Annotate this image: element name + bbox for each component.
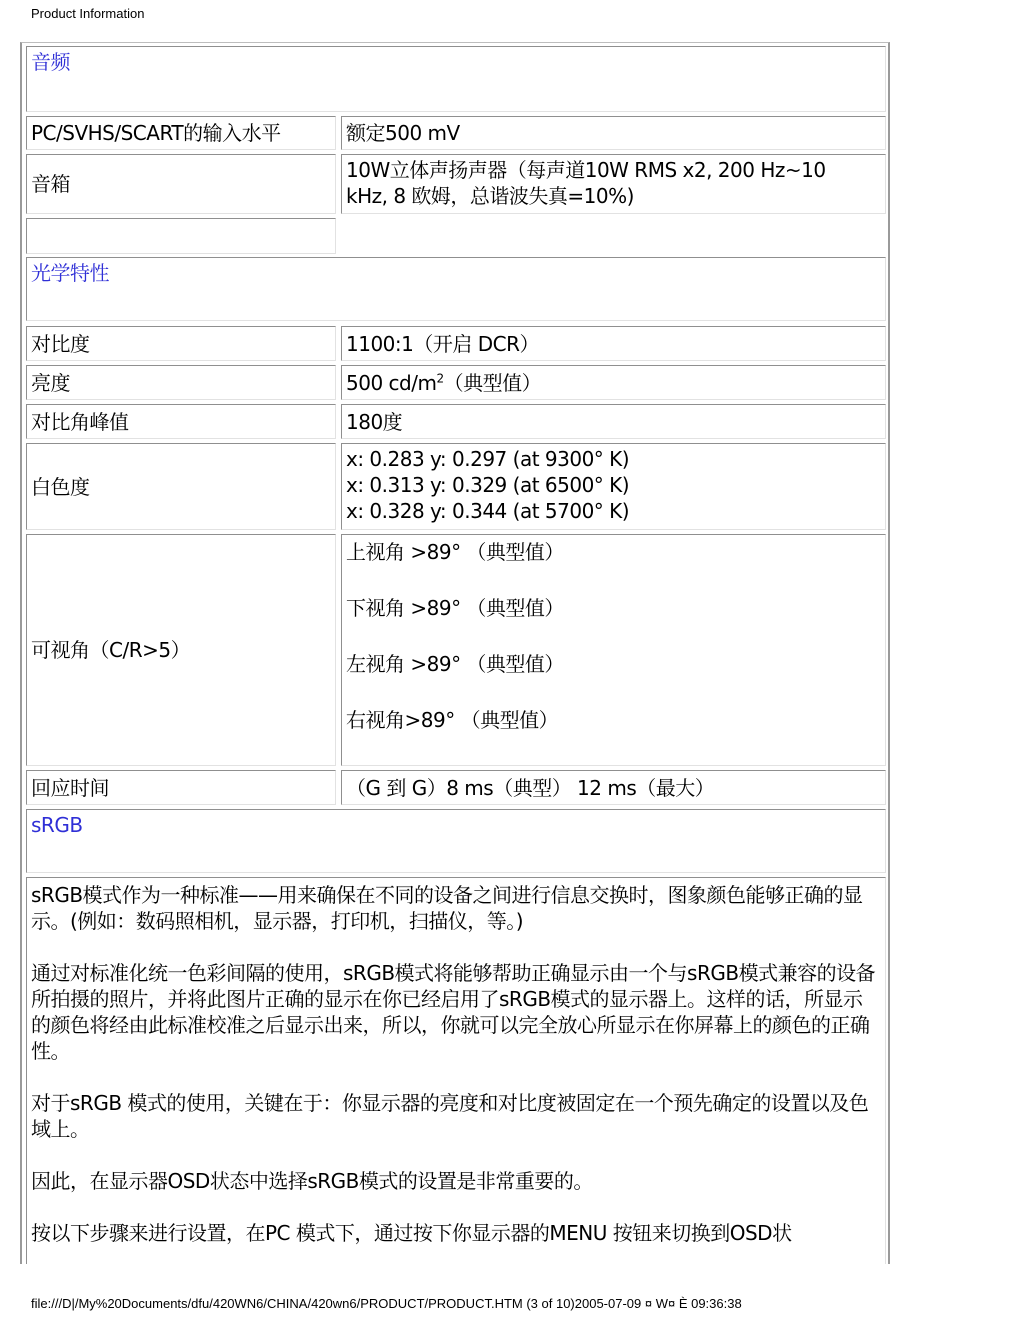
section-srgb-title — [26, 809, 886, 873]
srgb-paragraph-5: 按以下步骤来进行设置，在PC 模式下，通过按下你显示器的MENU 按钮来切换到OSD状 — [31, 1221, 792, 1245]
contrast-label: 对比度 — [31, 331, 90, 356]
view-angle-up: 上视角 >89° （典型值） — [346, 540, 564, 564]
view-angle-label-cell — [26, 534, 336, 766]
speaker-label-cell — [26, 154, 336, 214]
section-optical-label: 光学特性 — [31, 261, 109, 285]
brightness-value-suffix: （典型值） — [443, 370, 542, 395]
response-value-cell — [341, 770, 886, 805]
white-label: 白色度 — [31, 474, 90, 499]
white-value-cell — [341, 443, 886, 530]
speaker-value-cell — [341, 154, 886, 214]
srgb-paragraph-3: 对于sRGB 模式的使用，关键在于：你显示器的亮度和对比度被固定在一个预先确定的设置以及色域上。 — [31, 1091, 869, 1141]
peak-angle-value: 180度 — [346, 409, 403, 434]
input-level-value-cell — [341, 116, 886, 150]
peak-angle-label: 对比角峰值 — [31, 409, 129, 434]
brightness-value-sup: 2 — [436, 370, 444, 385]
contrast-label-cell — [26, 326, 336, 361]
empty-spacer-cell — [26, 218, 336, 254]
white-value-5700: x: 0.328 y: 0.344 (at 5700° K) — [346, 499, 630, 523]
brightness-value — [346, 370, 541, 396]
view-angle-left: 左视角 >89° （典型值） — [346, 652, 564, 676]
brightness-value-cell — [341, 365, 886, 400]
peak-angle-label-cell — [26, 404, 336, 439]
brightness-value-prefix: 500 cd/m — [346, 370, 437, 395]
srgb-paragraph-4: 因此，在显示器OSD状态中选择sRGB模式的设置是非常重要的。 — [31, 1169, 593, 1193]
speaker-value-line2: kHz, 8 欧姆，总谐波失真=10%) — [346, 184, 634, 208]
srgb-description-cell — [26, 877, 886, 1264]
section-srgb-label: sRGB — [31, 813, 83, 837]
section-optical-title — [26, 257, 886, 321]
page-footer: file:///D|/My%20Documents/dfu/420WN6/CHINA/420wn6/PRODUCT/PRODUCT.HTM (3 of 10)2005-07-09 ¤ W¤ È 09:36:38 — [31, 1296, 742, 1311]
input-level-label-cell — [26, 116, 336, 150]
view-angle-right: 右视角>89° （典型值） — [346, 708, 559, 732]
spec-table — [20, 42, 890, 1264]
view-angle-down: 下视角 >89° （典型值） — [346, 596, 564, 620]
peak-angle-value-cell — [341, 404, 886, 439]
section-audio-label: 音频 — [31, 50, 70, 74]
response-label-cell — [26, 770, 336, 805]
contrast-value-cell — [341, 326, 886, 361]
response-label: 回应时间 — [31, 775, 109, 800]
srgb-paragraph-2: 通过对标准化统一色彩间隔的使用，sRGB模式将能够帮助正确显示由一个与sRGB模式兼容的设备所拍摄的照片，并将此图片正确的显示在你已经启用了sRGB模式的显示器上。这样的话，所显示的颜色将经由此标准校准之后显示出来，所以，你就可以完全放心所显示在你屏幕上的颜色的正确性。 — [31, 961, 876, 1063]
white-label-cell — [26, 443, 336, 530]
input-level-value: 额定500 mV — [346, 121, 460, 145]
brightness-label: 亮度 — [31, 370, 70, 395]
page-header: Product Information — [31, 6, 145, 21]
view-angle-value-cell — [341, 534, 886, 766]
brightness-label-cell — [26, 365, 336, 400]
speaker-label: 音箱 — [31, 172, 70, 196]
contrast-value: 1100:1（开启 DCR） — [346, 331, 539, 356]
view-angle-label: 可视角（C/R>5） — [31, 638, 191, 662]
section-audio-title — [26, 46, 886, 112]
srgb-paragraph-1: sRGB模式作为一种标准——用来确保在不同的设备之间进行信息交换时，图象颜色能够正确的显示。(例如：数码照相机，显示器，打印机，扫描仪，等。) — [31, 883, 863, 933]
input-level-label: PC/SVHS/SCART的输入水平 — [31, 121, 281, 145]
speaker-value-line1: 10W立体声扬声器（每声道10W RMS x2, 200 Hz~10 — [346, 158, 826, 182]
white-value-6500: x: 0.313 y: 0.329 (at 6500° K) — [346, 473, 630, 497]
white-value-9300: x: 0.283 y: 0.297 (at 9300° K) — [346, 447, 630, 471]
response-value: （G 到 G）8 ms（典型） 12 ms（最大） — [346, 775, 715, 800]
